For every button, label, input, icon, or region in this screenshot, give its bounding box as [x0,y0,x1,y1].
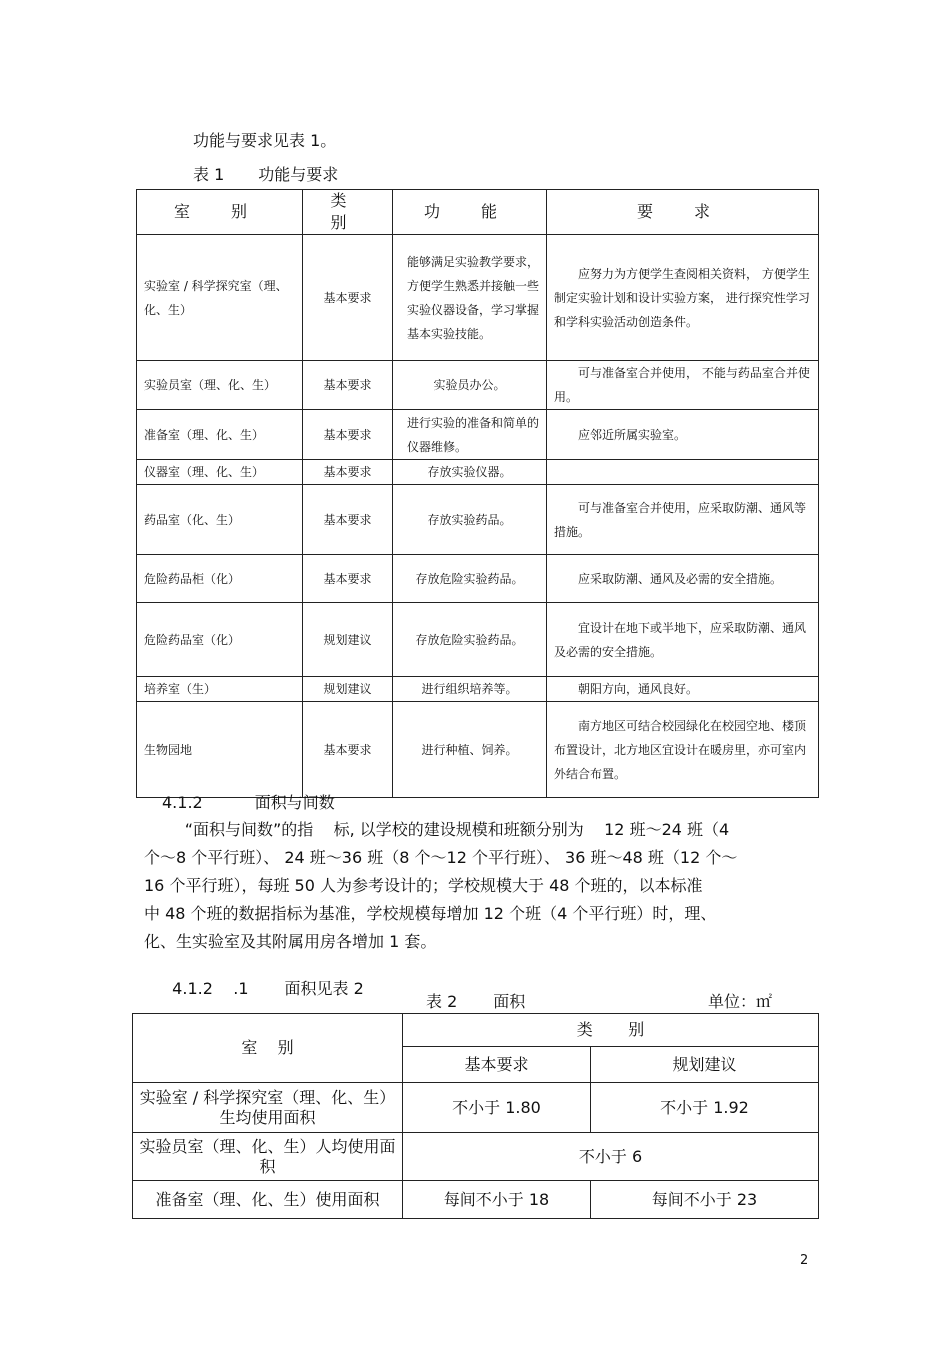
function-cell: 存放危险实验药品。 [393,555,547,603]
header-plan: 规划建议 [591,1047,819,1083]
table-row [137,485,819,555]
table-row [137,410,819,460]
table-row [137,603,819,677]
function-cell: 进行种植、饲养。 [393,702,547,798]
function-cell: 进行组织培养等。 [393,677,547,702]
requirement-cell: 可与准备室合并使用， 不能与药品室合并使用。 [547,361,819,410]
category-cell: 基本要求 [303,460,393,485]
table-row [137,460,819,485]
basic-cell: 每间不小于 18 [403,1181,591,1219]
section-number: 4.1.2 [162,793,203,812]
room-cell: 准备室（理、化、生）使用面积 [133,1181,403,1219]
category-cell: 基本要求 [303,555,393,603]
table-row [137,361,819,410]
section-heading-4121 [162,957,364,999]
header-room: 室 别 [133,1014,403,1083]
paragraph-line: 化、生实验室及其附属用房各增加 1 套。 [144,932,437,951]
section-number: 4.1.2 .1 [172,979,249,998]
requirement-cell [547,460,819,485]
table2-caption-title: 面积 [493,992,526,1011]
section-title: 面积与间数 [254,793,335,812]
header-basic: 基本要求 [403,1047,591,1083]
room-cell: 实验室 / 科学探究室（理、化、生） [137,235,303,361]
category-cell: 基本要求 [303,361,393,410]
area-table [132,1013,819,1219]
room-cell: 实验员室（理、化、生）人均使用面积 [133,1133,403,1181]
table2-caption-num: 表 2 [426,992,458,1011]
room-cell: 药品室（化、生） [137,485,303,555]
function-cell: 进行实验的准备和简单的仪器维修。 [393,410,547,460]
table-header-row [133,1014,819,1047]
paragraph-line: 个～8 个平行班）、 24 班～36 班（8 个～12 个平行班）、 36 班～48 班（12 个～ [144,848,738,867]
requirement-cell: 应邻近所属实验室。 [547,410,819,460]
table-row [133,1083,819,1133]
requirement-cell: 应采取防潮、通风及必需的安全措施。 [547,555,819,603]
function-requirement-table [136,189,819,798]
paragraph-line: 16 个平行班），每班 50 人为参考设计的；学校规模大于 48 个班的，以本标准 [144,876,703,895]
function-cell: 存放危险实验药品。 [393,603,547,677]
paragraph-line: 中 48 个班的数据指标为基准，学校规模每增加 12 个班（4 个平行班）时，理、 [144,904,717,923]
category-cell: 基本要求 [303,235,393,361]
section-heading-412 [162,790,335,813]
function-cell: 实验员办公。 [393,361,547,410]
room-cell: 危险药品柜（化） [137,555,303,603]
paragraph-line: “面积与间数”的指 标, 以学校的建设规模和班额分别为 12 班～24 班（4 [144,820,730,839]
basic-cell: 不小于 1.80 [403,1083,591,1133]
room-cell: 实验员室（理、化、生） [137,361,303,410]
category-cell: 规划建议 [303,603,393,677]
table1-caption-num: 表 1 [193,165,225,184]
table1-caption-title: 功能与要求 [258,165,339,184]
function-cell: 存放实验药品。 [393,485,547,555]
intro-text: 功能与要求见表 1。 [193,131,337,150]
header-room: 室 别 [137,190,303,235]
requirement-cell: 宜设计在地下或半地下，应采取防潮、通风及必需的安全措施。 [547,603,819,677]
requirement-cell: 南方地区可结合校园绿化在校园空地、楼顶布置设计，北方地区宜设计在暖房里，亦可室内外结合布置。 [547,702,819,798]
room-cell: 生物园地 [137,702,303,798]
header-function: 功 能 [393,190,547,235]
room-cell: 准备室（理、化、生） [137,410,303,460]
room-cell: 危险药品室（化） [137,603,303,677]
requirement-cell: 应努力为方便学生查阅相关资料， 方便学生制定实验计划和设计实验方案， 进行探究性学习和学科实验活动创造条件。 [547,235,819,361]
header-category: 类 别 [403,1014,819,1047]
table-row [137,235,819,361]
requirement-cell: 朝阳方向，通风良好。 [547,677,819,702]
function-cell: 能够满足实验教学要求，方便学生熟悉并接触一些实验仪器设备，学习掌握基本实验技能。 [393,235,547,361]
table-row [133,1181,819,1219]
room-cell: 实验室 / 科学探究室（理、化、生）生均使用面积 [133,1083,403,1133]
table-row [137,677,819,702]
merged-cell: 不小于 6 [403,1133,819,1181]
area-count-paragraph [144,816,812,956]
table-header-row [137,190,819,235]
category-cell: 基本要求 [303,410,393,460]
table-row [137,702,819,798]
table2-unit: 单位：㎡ [708,992,773,1011]
requirement-cell: 可与准备室合并使用，应采取防潮、通风等措施。 [547,485,819,555]
category-cell: 规划建议 [303,677,393,702]
table1-caption [193,162,338,185]
category-cell: 基本要求 [303,485,393,555]
category-cell: 基本要求 [303,702,393,798]
header-category: 类 别 [303,190,393,235]
table2-caption [426,989,525,1012]
page-number: 2 [800,1253,809,1268]
plan-cell: 每间不小于 23 [591,1181,819,1219]
table-row [137,555,819,603]
header-requirement: 要 求 [547,190,819,235]
function-cell: 存放实验仪器。 [393,460,547,485]
room-cell: 仪器室（理、化、生） [137,460,303,485]
table-row [133,1133,819,1181]
room-cell: 培养室（生） [137,677,303,702]
plan-cell: 不小于 1.92 [591,1083,819,1133]
section-title: 面积见表 2 [284,979,364,998]
